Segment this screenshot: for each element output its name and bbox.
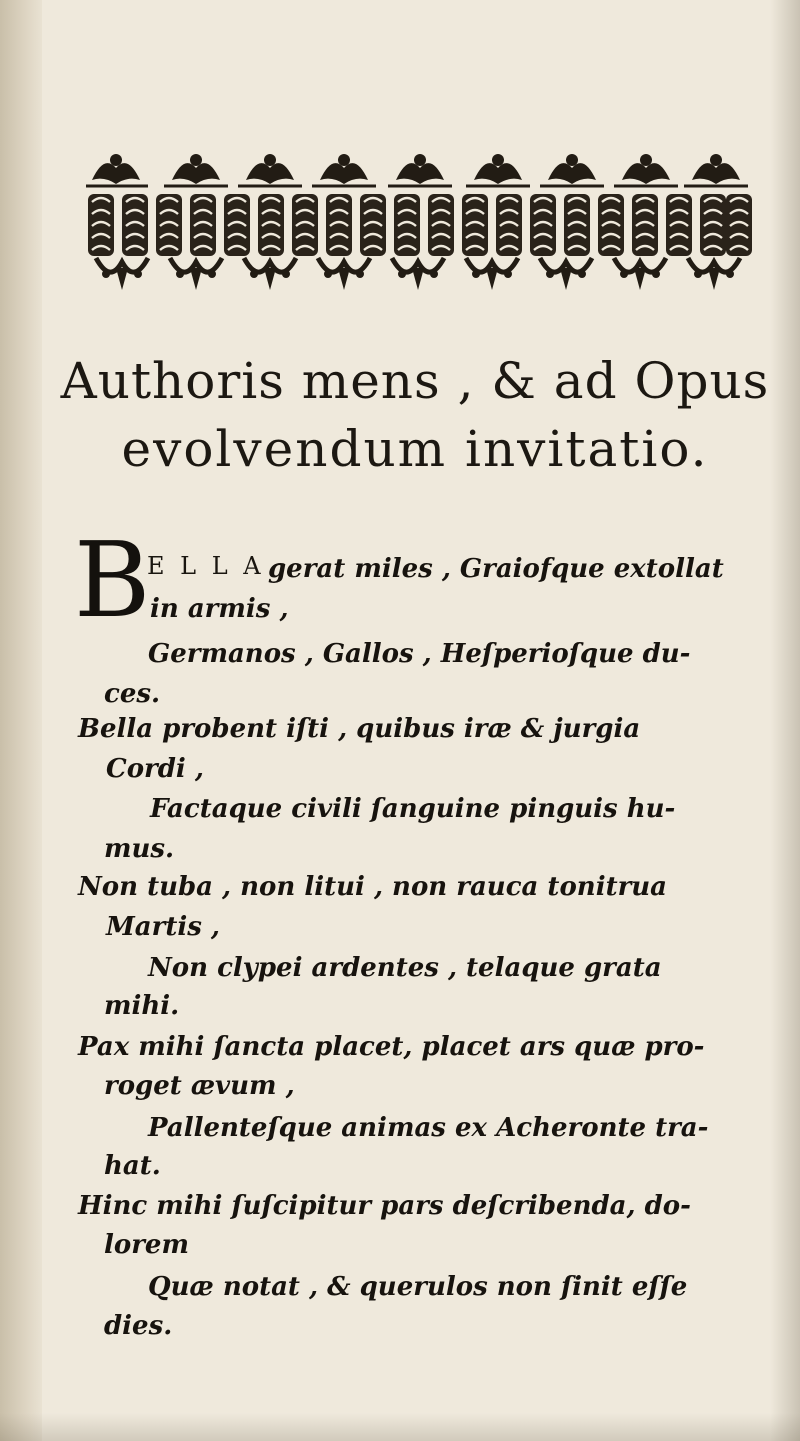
- poem-line: Hinc mihi ſuſcipitur pars deſcribenda, do-: [78, 1191, 691, 1221]
- poem-line: dies.: [104, 1311, 173, 1341]
- poem-line: Martis ,: [106, 912, 220, 942]
- poem-line: Bella probent iſti , quibus iræ & jurgia: [78, 714, 641, 744]
- opening-small-caps: E L L A: [147, 552, 265, 580]
- poem-line: Quæ notat , & querulos non ſinit eſſe: [148, 1272, 688, 1302]
- poem-line: ces.: [104, 679, 161, 709]
- poem-line: Factaque civili ſanguine pinguis hu-: [150, 794, 676, 824]
- poem-line: Non tuba , non litui , non rauca tonitrua: [78, 872, 668, 902]
- poem-line: lorem: [104, 1230, 189, 1260]
- poem-line: gerat miles , Graiofque extollat: [268, 554, 724, 584]
- fleuron-ornament-band: [86, 150, 754, 296]
- poem-line: in armis ,: [150, 594, 289, 624]
- poem-line: Cordi ,: [106, 754, 204, 784]
- poem-line: Pallenteſque animas ex Acheronte tra-: [148, 1113, 709, 1143]
- poem-line: mus.: [104, 834, 175, 864]
- book-spine-shadow: [0, 0, 42, 1441]
- page-bottom-edge: [0, 1413, 800, 1441]
- heading-line-2: evolvendum invitatio.: [121, 420, 709, 478]
- poem-line: Pax mihi ſancta placet, placet ars quæ pro-: [78, 1032, 705, 1062]
- poem-line: roget ævum ,: [104, 1071, 295, 1101]
- poem-line: hat.: [104, 1151, 161, 1181]
- poem-line: mihi.: [104, 991, 180, 1021]
- poem-line: Non clypei ardentes , telaque grata: [148, 953, 662, 983]
- poem-line: Germanos , Gallos , Heſperioſque du-: [148, 639, 691, 669]
- drop-cap: B: [74, 519, 151, 641]
- page-edge-shadow: [770, 0, 800, 1441]
- heading-line-1: Authoris mens , & ad Opus: [60, 352, 770, 410]
